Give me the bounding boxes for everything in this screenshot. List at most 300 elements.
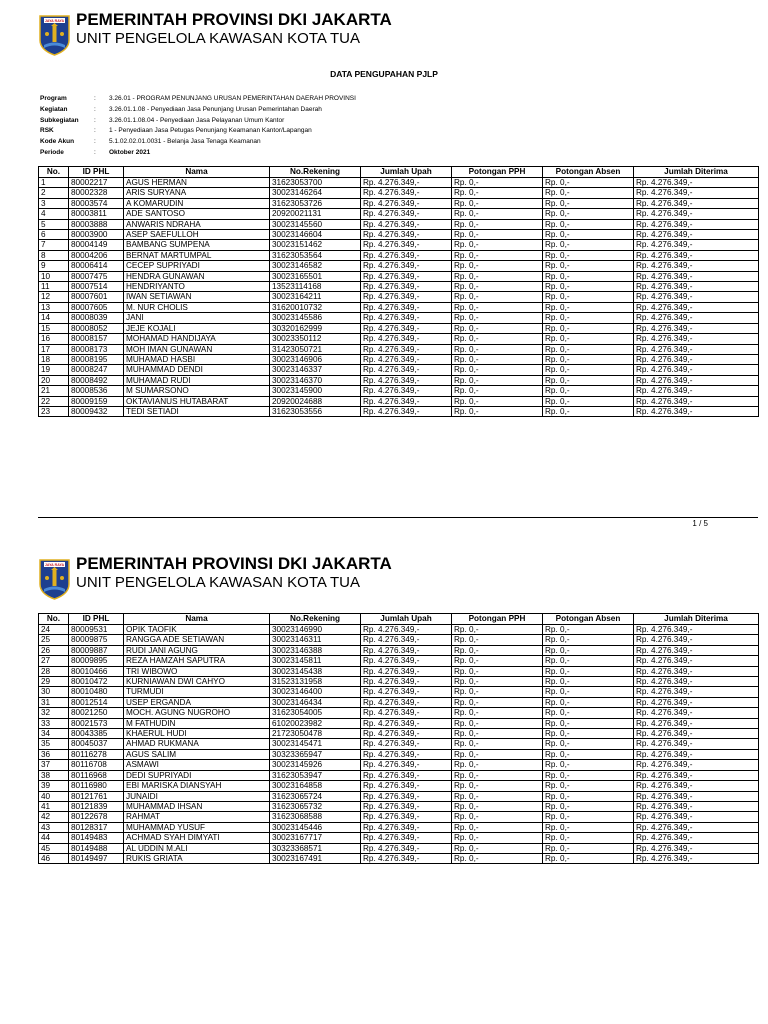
table-cell: RUDI JANI AGUNG	[124, 645, 270, 655]
table-cell: Rp. 4.276.349,-	[634, 250, 759, 260]
table-row	[39, 739, 759, 749]
table-cell: 31623053726	[270, 198, 361, 208]
table-cell: Rp. 0,-	[452, 791, 543, 801]
table-cell: Rp. 0,-	[543, 354, 634, 364]
table-row	[39, 250, 759, 260]
table-cell: Rp. 0,-	[543, 729, 634, 739]
table-cell: 41	[39, 801, 69, 811]
table-cell: Rp. 4.276.349,-	[634, 718, 759, 728]
table-cell: Rp. 4.276.349,-	[634, 822, 759, 832]
table-cell: Rp. 0,-	[543, 188, 634, 198]
table-cell: MUHAMAD HASBI	[124, 354, 270, 364]
table-cell: Rp. 0,-	[543, 801, 634, 811]
payroll-table-page-1	[38, 166, 759, 417]
table-cell: OKTAVIANUS HUTABARAT	[124, 396, 270, 406]
table-cell: 80010466	[69, 666, 124, 676]
table-cell: 30023146434	[270, 697, 361, 707]
table-cell: Rp. 0,-	[543, 739, 634, 749]
table-cell: Rp. 0,-	[452, 656, 543, 666]
table-cell: 80009875	[69, 635, 124, 645]
table-row	[39, 188, 759, 198]
table-cell: Rp. 4.276.349,-	[361, 250, 452, 260]
meta-value: 5.1.02.02.01.0031 - Belanja Jasa Tenaga Keamanan	[109, 138, 261, 146]
table-cell: Rp. 0,-	[452, 708, 543, 718]
table-cell: TRI WIBOWO	[124, 666, 270, 676]
table-cell: 37	[39, 760, 69, 770]
table-cell: KHAERUL HUDI	[124, 729, 270, 739]
table-cell: Rp. 0,-	[452, 219, 543, 229]
table-row	[39, 334, 759, 344]
meta-label: Periode	[40, 148, 64, 156]
table-cell: Rp. 4.276.349,-	[634, 230, 759, 240]
table-cell: 80002328	[69, 188, 124, 198]
table-cell: 80009159	[69, 396, 124, 406]
table-cell: 12	[39, 292, 69, 302]
table-cell: Rp. 4.276.349,-	[361, 812, 452, 822]
table-cell: 30023146337	[270, 365, 361, 375]
table-cell: Rp. 0,-	[543, 292, 634, 302]
column-header: No.Rekening	[270, 614, 361, 625]
table-cell: Rp. 0,-	[543, 230, 634, 240]
table-row	[39, 230, 759, 240]
column-header: Jumlah Diterima	[634, 614, 759, 625]
table-cell: Rp. 4.276.349,-	[634, 209, 759, 219]
table-cell: 38	[39, 770, 69, 780]
table-cell: AGUS SALIM	[124, 749, 270, 759]
table-cell: AHMAD RUKMANA	[124, 739, 270, 749]
meta-row-kegiatan: Kegiatan : 3.26.01.1.08 - Penyediaan Jasa Penunjang Urusan Pemerintahan Daerah	[40, 105, 356, 116]
table-cell: Rp. 0,-	[543, 645, 634, 655]
table-cell: MOCH. AGUNG NUGROHO	[124, 708, 270, 718]
table-cell: 80008173	[69, 344, 124, 354]
table-cell: MUHAMMAD IHSAN	[124, 801, 270, 811]
table-cell: Rp. 0,-	[543, 344, 634, 354]
table-row	[39, 656, 759, 666]
table-row	[39, 386, 759, 396]
column-header: Potongan PPH	[452, 167, 543, 178]
table-cell: 35	[39, 739, 69, 749]
table-cell: M FATHUDIN	[124, 718, 270, 728]
table-row	[39, 219, 759, 229]
page-number: 1 / 5	[692, 519, 708, 528]
table-cell: Rp. 0,-	[452, 760, 543, 770]
table-cell: Rp. 0,-	[452, 697, 543, 707]
table-cell: Rp. 4.276.349,-	[634, 240, 759, 250]
table-row	[39, 760, 759, 770]
table-cell: Rp. 4.276.349,-	[634, 198, 759, 208]
table-cell: Rp. 4.276.349,-	[361, 198, 452, 208]
meta-value: Oktober 2021	[109, 148, 151, 156]
table-cell: 80007514	[69, 282, 124, 292]
table-cell: Rp. 0,-	[543, 365, 634, 375]
dki-jakarta-logo-icon	[38, 556, 71, 600]
table-cell: Rp. 4.276.349,-	[361, 406, 452, 416]
column-header: No.Rekening	[270, 167, 361, 178]
table-cell: 80121761	[69, 791, 124, 801]
table-cell: 80116708	[69, 760, 124, 770]
table-cell: 22	[39, 396, 69, 406]
table-row	[39, 313, 759, 323]
table-cell: Rp. 4.276.349,-	[361, 729, 452, 739]
table-cell: 80008039	[69, 313, 124, 323]
table-row	[39, 198, 759, 208]
table-cell: AGUS HERMAN	[124, 178, 270, 188]
table-cell: 40	[39, 791, 69, 801]
meta-value: 3.26.01 - PROGRAM PENUNJANG URUSAN PEMERINTAHAN DAERAH PROVINSI	[109, 95, 356, 102]
document-title: DATA PENGUPAHAN PJLP	[330, 69, 438, 79]
header-subtitle: UNIT PENGELOLA KAWASAN KOTA TUA	[76, 574, 360, 591]
table-cell: 80007475	[69, 271, 124, 281]
table-cell: EBI MARISKA DIANSYAH	[124, 781, 270, 791]
table-cell: 80009887	[69, 645, 124, 655]
table-cell: Rp. 0,-	[452, 302, 543, 312]
table-cell: 13523114168	[270, 282, 361, 292]
table-cell: Rp. 0,-	[543, 375, 634, 385]
table-cell: Rp. 0,-	[543, 760, 634, 770]
table-cell: 32	[39, 708, 69, 718]
table-cell: Rp. 0,-	[452, 209, 543, 219]
table-cell: 31523131958	[270, 677, 361, 687]
table-cell: 4	[39, 209, 69, 219]
table-cell: Rp. 4.276.349,-	[634, 313, 759, 323]
table-cell: Rp. 4.276.349,-	[361, 718, 452, 728]
table-cell: Rp. 4.276.349,-	[361, 209, 452, 219]
table-row	[39, 635, 759, 645]
table-cell: Rp. 4.276.349,-	[361, 677, 452, 687]
table-cell: 28	[39, 666, 69, 676]
table-cell: Rp. 4.276.349,-	[634, 625, 759, 635]
table-cell: ASMAWI	[124, 760, 270, 770]
table-cell: 17	[39, 344, 69, 354]
table-cell: JANI	[124, 313, 270, 323]
table-cell: Rp. 4.276.349,-	[634, 801, 759, 811]
table-row	[39, 292, 759, 302]
table-cell: 80045037	[69, 739, 124, 749]
table-cell: 80021250	[69, 708, 124, 718]
column-header: Nama	[124, 167, 270, 178]
table-cell: 80149497	[69, 853, 124, 863]
table-cell: 2	[39, 188, 69, 198]
column-header: ID PHL	[69, 167, 124, 178]
table-cell: Rp. 4.276.349,-	[361, 240, 452, 250]
table-cell: KURNIAWAN DWI CAHYO	[124, 677, 270, 687]
table-cell: Rp. 4.276.349,-	[634, 406, 759, 416]
table-cell: Rp. 4.276.349,-	[634, 323, 759, 333]
table-cell: 30023145811	[270, 656, 361, 666]
table-cell: MOHAMAD HANDIJAYA	[124, 334, 270, 344]
table-cell: 80003888	[69, 219, 124, 229]
table-cell: Rp. 0,-	[543, 708, 634, 718]
table-cell: BAMBANG SUMPENA	[124, 240, 270, 250]
table-cell: 80012514	[69, 697, 124, 707]
table-cell: 39	[39, 781, 69, 791]
table-cell: Rp. 4.276.349,-	[634, 292, 759, 302]
table-cell: Rp. 4.276.349,-	[361, 843, 452, 853]
meta-label: RSK	[40, 127, 54, 135]
table-cell: Rp. 0,-	[452, 677, 543, 687]
table-cell: RUKIS GRIATA	[124, 853, 270, 863]
table-cell: Rp. 0,-	[543, 812, 634, 822]
table-cell: Rp. 0,-	[543, 386, 634, 396]
table-cell: Rp. 0,-	[543, 677, 634, 687]
table-cell: Rp. 4.276.349,-	[361, 635, 452, 645]
header-subtitle: UNIT PENGELOLA KAWASAN KOTA TUA	[76, 30, 360, 47]
table-cell: Rp. 0,-	[452, 250, 543, 260]
page-divider	[38, 517, 758, 518]
table-cell: Rp. 4.276.349,-	[634, 302, 759, 312]
table-cell: 30023146311	[270, 635, 361, 645]
table-cell: JUNAIDI	[124, 791, 270, 801]
table-cell: Rp. 4.276.349,-	[361, 770, 452, 780]
table-cell: 21723050478	[270, 729, 361, 739]
table-cell: Rp. 0,-	[543, 396, 634, 406]
table-cell: 3	[39, 198, 69, 208]
table-cell: 30023145900	[270, 386, 361, 396]
table-row	[39, 396, 759, 406]
table-cell: ANWARIS NDRAHA	[124, 219, 270, 229]
column-header: No.	[39, 614, 69, 625]
table-cell: Rp. 0,-	[543, 666, 634, 676]
table-cell: 80007605	[69, 302, 124, 312]
table-cell: Rp. 4.276.349,-	[634, 729, 759, 739]
table-cell: Rp. 4.276.349,-	[361, 282, 452, 292]
table-cell: 43	[39, 822, 69, 832]
table-cell: Rp. 4.276.349,-	[634, 375, 759, 385]
table-cell: Rp. 4.276.349,-	[361, 354, 452, 364]
table-cell: 30023145438	[270, 666, 361, 676]
column-header: Jumlah Diterima	[634, 167, 759, 178]
table-cell: 80009432	[69, 406, 124, 416]
table-cell: 18	[39, 354, 69, 364]
table-cell: Rp. 4.276.349,-	[634, 677, 759, 687]
table-cell: Rp. 4.276.349,-	[634, 697, 759, 707]
table-cell: Rp. 4.276.349,-	[361, 375, 452, 385]
table-cell: Rp. 0,-	[452, 292, 543, 302]
table-cell: MUHAMAD RUDI	[124, 375, 270, 385]
table-cell: 13	[39, 302, 69, 312]
table-cell: Rp. 4.276.349,-	[634, 334, 759, 344]
table-cell: 30023145926	[270, 760, 361, 770]
table-cell: Rp. 0,-	[543, 323, 634, 333]
meta-label: Kegiatan	[40, 105, 68, 113]
table-cell: JEJE KOJALI	[124, 323, 270, 333]
column-header: Jumlah Upah	[361, 614, 452, 625]
meta-label: Program	[40, 95, 67, 102]
table-row	[39, 812, 759, 822]
table-cell: 25	[39, 635, 69, 645]
table-cell: 45	[39, 843, 69, 853]
table-cell: Rp. 0,-	[452, 781, 543, 791]
table-cell: Rp. 4.276.349,-	[634, 271, 759, 281]
table-cell: Rp. 0,-	[452, 635, 543, 645]
table-cell: 80009531	[69, 625, 124, 635]
table-cell: Rp. 4.276.349,-	[361, 801, 452, 811]
table-cell: Rp. 0,-	[543, 843, 634, 853]
table-cell: 80010480	[69, 687, 124, 697]
table-cell: 31623065732	[270, 801, 361, 811]
table-cell: 30023151462	[270, 240, 361, 250]
table-cell: 80007601	[69, 292, 124, 302]
table-cell: 80008157	[69, 334, 124, 344]
logo-text: JAYA RAYA	[44, 563, 65, 567]
table-cell: RAHMAT	[124, 812, 270, 822]
meta-label: Kode Akun	[40, 138, 75, 146]
table-cell: Rp. 0,-	[452, 282, 543, 292]
table-cell: CECEP SUPRIYADI	[124, 261, 270, 271]
table-cell: Rp. 4.276.349,-	[634, 781, 759, 791]
table-cell: 80008195	[69, 354, 124, 364]
table-cell: 5	[39, 219, 69, 229]
table-cell: 31623053700	[270, 178, 361, 188]
table-cell: Rp. 0,-	[543, 687, 634, 697]
table-cell: 80004206	[69, 250, 124, 260]
table-cell: 30023146370	[270, 375, 361, 385]
table-cell: 30323365947	[270, 749, 361, 759]
table-cell: Rp. 4.276.349,-	[634, 344, 759, 354]
table-cell: ARIS SURYANA	[124, 188, 270, 198]
table-cell: 8	[39, 250, 69, 260]
table-cell: 80116278	[69, 749, 124, 759]
table-cell: 30023164858	[270, 781, 361, 791]
table-cell: Rp. 4.276.349,-	[634, 791, 759, 801]
table-cell: Rp. 4.276.349,-	[361, 219, 452, 229]
table-cell: 31423050721	[270, 344, 361, 354]
table-cell: 19	[39, 365, 69, 375]
table-cell: 36	[39, 749, 69, 759]
table-row	[39, 209, 759, 219]
table-cell: 30023164211	[270, 292, 361, 302]
table-cell: 42	[39, 812, 69, 822]
table-cell: 33	[39, 718, 69, 728]
meta-row-periode: Periode : Oktober 2021	[40, 148, 356, 159]
header-title: PEMERINTAH PROVINSI DKI JAKARTA	[76, 10, 392, 29]
table-cell: Rp. 4.276.349,-	[361, 386, 452, 396]
table-row	[39, 666, 759, 676]
table-row	[39, 354, 759, 364]
meta-row-rsk: RSK : 1 - Penyediaan Jasa Petugas Penunjang Keamanan Kantor/Lapangan	[40, 126, 356, 137]
table-cell: Rp. 4.276.349,-	[361, 656, 452, 666]
table-cell: 34	[39, 729, 69, 739]
table-cell: Rp. 4.276.349,-	[634, 843, 759, 853]
table-cell: 21	[39, 386, 69, 396]
table-cell: 16	[39, 334, 69, 344]
table-cell: Rp. 0,-	[543, 209, 634, 219]
table-cell: Rp. 0,-	[452, 406, 543, 416]
table-cell: Rp. 0,-	[452, 843, 543, 853]
table-row	[39, 781, 759, 791]
table-cell: M SUMARSONO	[124, 386, 270, 396]
table-cell: Rp. 4.276.349,-	[634, 749, 759, 759]
payroll-table-page-2	[38, 613, 759, 864]
meta-value: 3.26.01.1.08.04 - Penyediaan Jasa Pelayanan Umum Kantor	[109, 116, 285, 124]
table-cell: Rp. 4.276.349,-	[634, 396, 759, 406]
table-cell: Rp. 4.276.349,-	[361, 625, 452, 635]
table-cell: 24	[39, 625, 69, 635]
meta-value: 3.26.01.1.08 - Penyediaan Jasa Penunjang Urusan Pemerintahan Daerah	[109, 105, 322, 113]
table-cell: 80021573	[69, 718, 124, 728]
table-cell: Rp. 4.276.349,-	[361, 396, 452, 406]
table-cell: Rp. 0,-	[543, 250, 634, 260]
table-cell: Rp. 4.276.349,-	[634, 833, 759, 843]
table-cell: 30320162999	[270, 323, 361, 333]
table-cell: Rp. 4.276.349,-	[634, 188, 759, 198]
meta-row-kode-akun: Kode Akun : 5.1.02.02.01.0031 - Belanja Jasa Tenaga Keamanan	[40, 137, 356, 148]
table-cell: Rp. 4.276.349,-	[361, 666, 452, 676]
table-cell: Rp. 0,-	[452, 801, 543, 811]
table-cell: 30023146604	[270, 230, 361, 240]
table-cell: 30023146400	[270, 687, 361, 697]
table-cell: Rp. 4.276.349,-	[361, 365, 452, 375]
column-header: Potongan Absen	[543, 614, 634, 625]
table-cell: Rp. 4.276.349,-	[634, 656, 759, 666]
table-cell: Rp. 0,-	[452, 729, 543, 739]
table-cell: Rp. 0,-	[452, 645, 543, 655]
table-cell: 10	[39, 271, 69, 281]
table-row	[39, 261, 759, 271]
table-cell: 80008052	[69, 323, 124, 333]
table-cell: Rp. 4.276.349,-	[361, 749, 452, 759]
table-cell: Rp. 0,-	[452, 833, 543, 843]
column-header: Jumlah Upah	[361, 167, 452, 178]
table-cell: 80003900	[69, 230, 124, 240]
table-row	[39, 677, 759, 687]
table-cell: Rp. 4.276.349,-	[634, 687, 759, 697]
table-cell: 6	[39, 230, 69, 240]
table-cell: 31623053947	[270, 770, 361, 780]
table-cell: Rp. 4.276.349,-	[361, 697, 452, 707]
table-cell: DEDI SUPRIYADI	[124, 770, 270, 780]
table-cell: Rp. 4.276.349,-	[361, 791, 452, 801]
table-cell: 15	[39, 323, 69, 333]
table-row	[39, 687, 759, 697]
table-cell: Rp. 0,-	[452, 313, 543, 323]
table-cell: Rp. 0,-	[452, 178, 543, 188]
meta-block	[40, 94, 356, 159]
table-row	[39, 770, 759, 780]
table-cell: Rp. 4.276.349,-	[361, 323, 452, 333]
header-title: PEMERINTAH PROVINSI DKI JAKARTA	[76, 554, 392, 573]
table-row	[39, 645, 759, 655]
table-cell: Rp. 0,-	[452, 271, 543, 281]
table-cell: Rp. 4.276.349,-	[361, 645, 452, 655]
table-row	[39, 178, 759, 188]
table-cell: MUHAMMAD YUSUF	[124, 822, 270, 832]
table-cell: Rp. 0,-	[543, 219, 634, 229]
table-cell: 80008247	[69, 365, 124, 375]
table-cell: Rp. 0,-	[543, 198, 634, 208]
table-cell: 30023145560	[270, 219, 361, 229]
table-cell: Rp. 0,-	[543, 822, 634, 832]
table-cell: Rp. 0,-	[543, 697, 634, 707]
table-cell: Rp. 4.276.349,-	[634, 666, 759, 676]
table-cell: 31623053556	[270, 406, 361, 416]
header-page-2	[38, 556, 738, 604]
table-cell: 80121839	[69, 801, 124, 811]
table-cell: ACHMAD SYAH DIMYATI	[124, 833, 270, 843]
table-cell: Rp. 0,-	[543, 749, 634, 759]
table-cell: 11	[39, 282, 69, 292]
logo-text: JAYA RAYA	[44, 19, 65, 23]
table-cell: Rp. 0,-	[543, 635, 634, 645]
meta-value: 1 - Penyediaan Jasa Petugas Penunjang Keamanan Kantor/Lapangan	[109, 127, 312, 135]
table-cell: ADE SANTOSO	[124, 209, 270, 219]
table-cell: Rp. 0,-	[452, 718, 543, 728]
table-cell: Rp. 0,-	[543, 240, 634, 250]
table-cell: 80116980	[69, 781, 124, 791]
table-row	[39, 323, 759, 333]
meta-row-program: Program : 3.26.01 - PROGRAM PENUNJANG URUSAN PEMERINTAHAN DAERAH PROVINSI	[40, 94, 356, 105]
table-cell: Rp. 0,-	[452, 666, 543, 676]
